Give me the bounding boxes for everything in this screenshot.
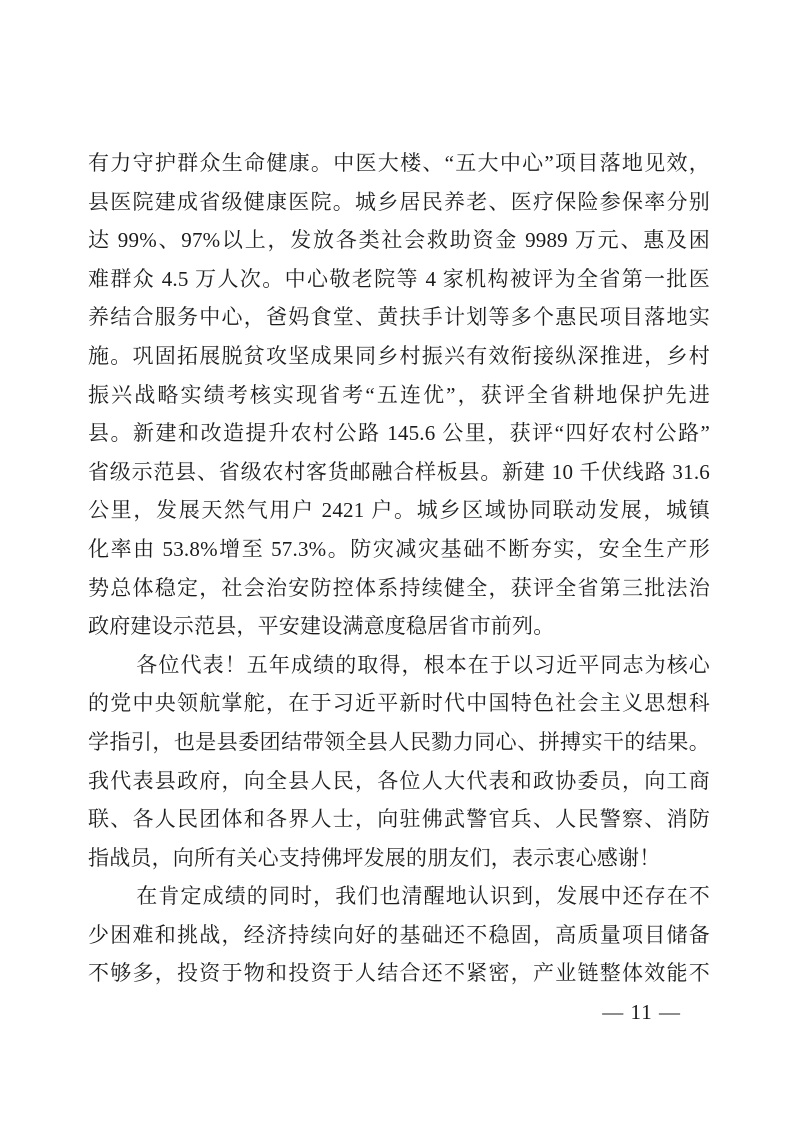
text-line: 学指引，也是县委团结带领全县人民勠力同心、拼搏实干的结果。 bbox=[88, 729, 710, 754]
text-line: 县。新建和改造提升农村公路 145.6 公里，获评“四好农村公路” bbox=[88, 421, 710, 446]
text-block bbox=[88, 144, 710, 993]
text-line: 势总体稳定，社会治安防控体系持续健全，获评全省第三批法治 bbox=[88, 575, 710, 600]
text-line: 养结合服务中心，爸妈食堂、黄扶手计划等多个惠民项目落地实 bbox=[88, 305, 710, 330]
page-number: — 11 — bbox=[602, 1000, 681, 1024]
text-line: 公里，发展天然气用户 2421 户。城乡区域协同联动发展，城镇 bbox=[88, 498, 710, 523]
text-line: 县医院建成省级健康医院。城乡居民养老、医疗保险参保率分别 bbox=[88, 189, 710, 214]
text-line: 少困难和挑战，经济持续向好的基础还不稳固，高质量项目储备 bbox=[88, 922, 710, 947]
text-line: 有力守护群众生命健康。中医大楼、“五大中心”项目落地见效， bbox=[88, 151, 710, 175]
text-line: 达 99%、97%以上，发放各类社会救助资金 9989 万元、惠及困 bbox=[88, 228, 710, 253]
text-line: 政府建设示范县，平安建设满意度稳居省市前列。 bbox=[88, 614, 555, 639]
text-line: 的党中央领航掌舵，在于习近平新时代中国特色社会主义思想科 bbox=[88, 691, 710, 716]
text-line: 省级示范县、省级农村客货邮融合样板县。新建 10 千伏线路 31.6 bbox=[88, 459, 710, 484]
text-line: 联、各人民团体和各界人士，向驻佛武警官兵、人民警察、消防 bbox=[88, 807, 710, 832]
text-line: 我代表县政府，向全县人民，各位人大代表和政协委员，向工商 bbox=[88, 768, 710, 793]
text-line: 化率由 53.8%增至 57.3%。防灾减灾基础不断夯实，安全生产形 bbox=[88, 536, 710, 561]
text-line: 难群众 4.5 万人次。中心敬老院等 4 家机构被评为全省第一批医 bbox=[88, 266, 710, 291]
text-line: 振兴战略实绩考核实现省考“五连优”，获评全省耕地保护先进 bbox=[88, 382, 710, 407]
text-line: 不够多，投资于物和投资于人结合还不紧密，产业链整体效能不 bbox=[88, 961, 710, 986]
text-line: 各位代表！五年成绩的取得，根本在于以习近平同志为核心 bbox=[136, 652, 710, 677]
text-line: 指战员，向所有关心支持佛坪发展的朋友们，表示衷心感谢！ bbox=[88, 845, 661, 870]
text-line: 在肯定成绩的同时，我们也清醒地认识到，发展中还存在不 bbox=[136, 884, 710, 909]
text-line: 施。巩固拓展脱贫攻坚成果同乡村振兴有效衔接纵深推进，乡村 bbox=[88, 343, 710, 368]
